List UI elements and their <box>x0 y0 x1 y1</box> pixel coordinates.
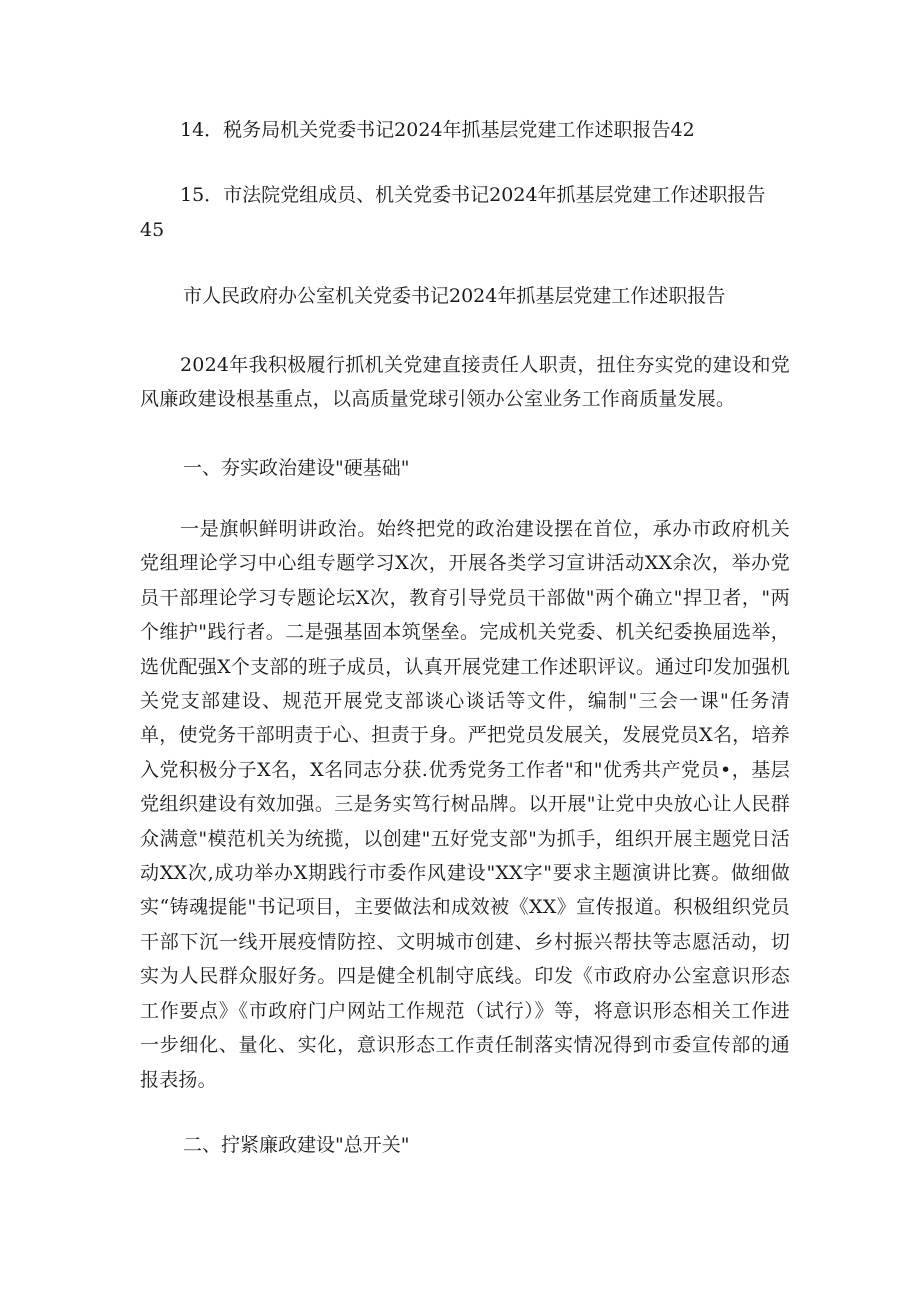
toc-item-14: 14．税务局机关党委书记2024年抓基层党建工作述职报告42 <box>180 119 695 141</box>
report-title: 市人民政府办公室机关党委书记2024年抓基层党建工作述职报告 <box>183 285 726 307</box>
section-1-heading: 一、夯实政治建设"硬基础" <box>183 457 410 479</box>
section-2-heading: 二、拧紧廉政建设"总开关" <box>183 1134 410 1156</box>
intro-paragraph: 2024年我积极履行抓机关党建直接责任人职责，扭住夯实党的建设和党风廉政建设根基重点，以高质量党球引领办公室业务工作商质量发展。 <box>140 354 790 411</box>
toc-item-15-line1: 15．市法院党组成员、机关党委书记2024年抓基层党建工作述职报告 <box>180 184 766 206</box>
section-1-body: 一是旗帜鲜明讲政治。始终把党的政治建设摆在首位，承办市政府机关党组理论学习中心组专题学习X次，开展各类学习宣讲活动XX余次，举办党员干部理论学习专题论坛X次，教育引导党员干部做"两个确立"捍卫者，"两个维护"践行者。二是强基固本筑堡垒。完成机关党委、机关纪委换届选举，选优配强X个支部的班子成员，认真开展党建工作述职评议。通过印发加强机关党支部建设、规范开展党支部谈心谈话等文件，编制"三会一课"任务清单，使党务干部明责于心、担责于身。严把党员发展关，发展党员X名，培养入党积极分子X名，X名同志分获.优秀党务工作者"和"优秀共产党员•，基层党组织建设有效加强。三是务实笃行树品牌。以开展"让党中央放心让人民群众满意"模范机关为统揽，以创建"五好党支部"为抓手，组织开展主题党日活动XX次,成功举办X期践行市委作风建设"XX字"要求主题演讲比赛。做细做实“铸魂提能"书记项目，主要做法和成效被《XX》宣传报道。积极组织党员干部下沉一线开展疫情防控、文明城市创建、乡村振兴帮扶等志愿活动，切实为人民群众服好务。四是健全机制守底线。印发《市政府办公室意识形态工作要点》《市政府门户网站工作规范（试行）》等，将意识形态相关工作进一步细化、量化、实化，意识形态工作责任制落实情况得到市委宣传部的通报表扬。 <box>140 518 790 1091</box>
toc-item-15-line2: 45 <box>140 219 165 241</box>
